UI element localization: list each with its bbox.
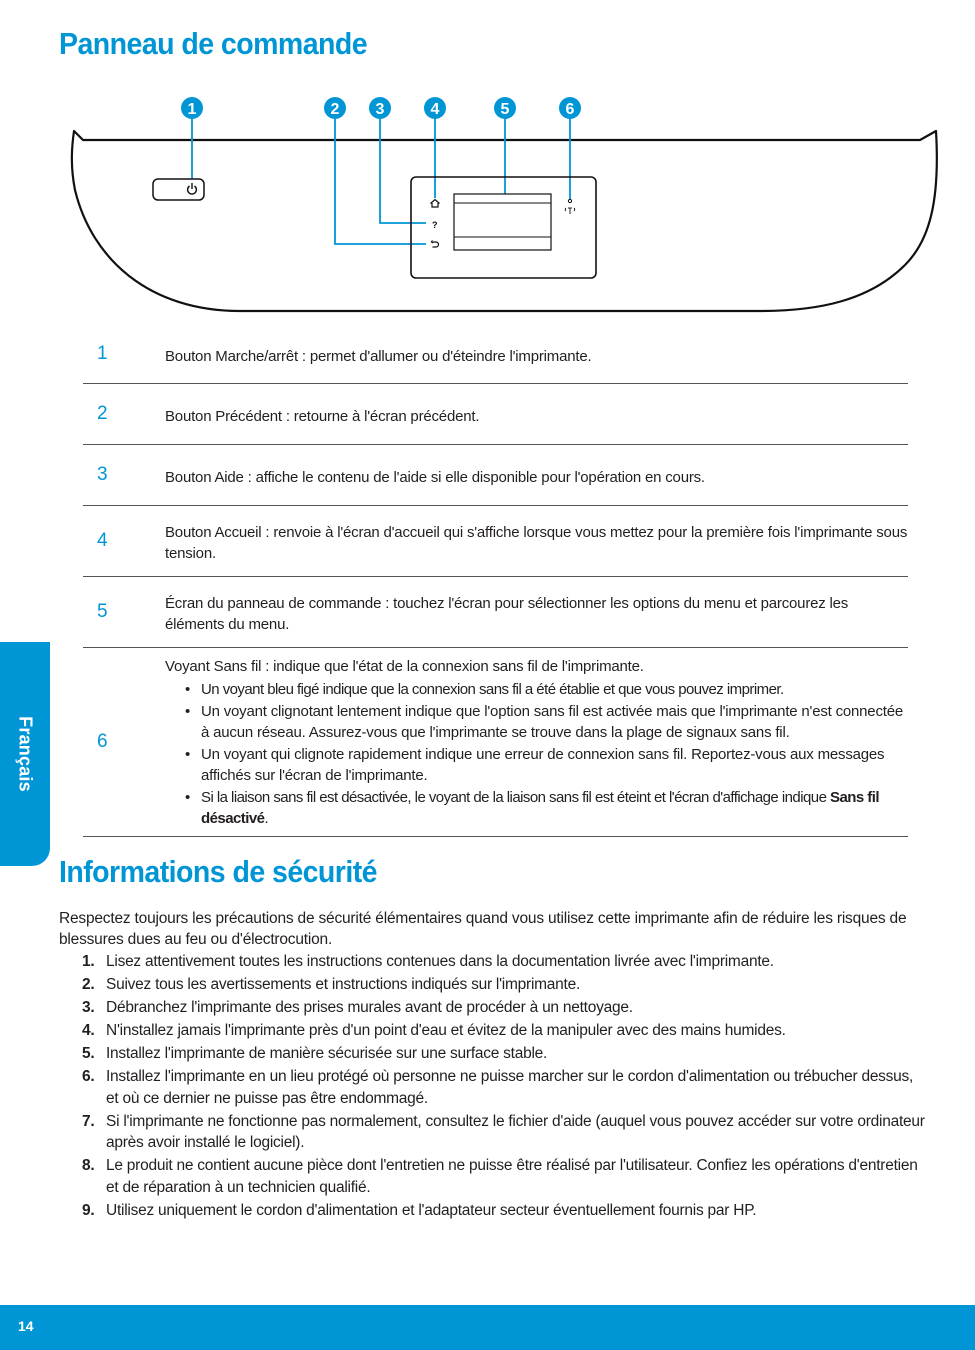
help-icon[interactable]: ? [432, 220, 438, 230]
row-description: Écran du panneau de commande : touchez l'écran pour sélectionner les options du menu et parcourez les éléments du menu. [165, 577, 908, 648]
list-item [59, 951, 929, 973]
table-row [83, 325, 908, 384]
language-tab-label: Français [15, 716, 36, 792]
page-number: 14 [18, 1318, 34, 1334]
section-title-control-panel: Panneau de commande [59, 26, 368, 61]
callout-5 [494, 97, 516, 119]
list-item [59, 997, 929, 1019]
wireless-off-label: Sans fil désactivé [201, 789, 879, 827]
item-text: Débranchez l'imprimante des prises murales avant de procéder à un nettoyage. [106, 999, 633, 1016]
list-item: • Un voyant qui clignote rapidement indique une erreur de connexion sans fil. Reportez-vous aux messages affichés sur l'écran de l'imprimante. [201, 744, 908, 786]
item-number: 9. [82, 1201, 95, 1219]
footer-bar [0, 1305, 975, 1350]
table-row [83, 506, 908, 577]
list-item [59, 1020, 929, 1042]
safety-list [59, 951, 929, 1223]
list-item: • Un voyant clignotant lentement indique que l'option sans fil est activée mais que l'imprimante n'est connectée à aucun réseau. Assurez-vous que l'imprimante se trouve dans la plage de signaux sans fil. [201, 701, 908, 743]
svg-text:3: 3 [375, 101, 385, 118]
row-number: 3 [83, 445, 165, 506]
item-text: Lisez attentivement toutes les instructions contenues dans la documentation livrée avec l'imprimante. [106, 953, 774, 970]
row-number: 4 [83, 506, 165, 577]
list-item [59, 1066, 929, 1109]
callout-6 [559, 97, 581, 119]
list-item [59, 1111, 929, 1154]
callout-2 [324, 97, 346, 119]
row-description: Bouton Marche/arrêt : permet d'allumer ou d'éteindre l'imprimante. [165, 325, 908, 384]
table-row [83, 445, 908, 506]
item-number: 4. [82, 1022, 95, 1039]
svg-text:5: 5 [500, 101, 510, 118]
back-icon[interactable] [432, 241, 439, 248]
item-number: 8. [82, 1157, 95, 1174]
callout-1 [181, 97, 203, 119]
item-text: N'installez jamais l'imprimante près d'un point d'eau et évitez de la manipuler avec des mains humides. [106, 1022, 786, 1039]
wireless-icon[interactable] [565, 208, 575, 214]
section-title-safety: Informations de sécurité [59, 854, 377, 889]
table-row [83, 384, 908, 445]
callout-4 [424, 97, 446, 119]
row-number: 2 [83, 384, 165, 445]
svg-text:4: 4 [430, 101, 440, 118]
row-description: Bouton Accueil : renvoie à l'écran d'accueil qui s'affiche lorsque vous mettez pour la première fois l'imprimante sous tension. [165, 506, 908, 577]
home-icon[interactable] [431, 200, 440, 208]
list-item-end: . [264, 810, 269, 827]
item-text: Utilisez uniquement le cordon d'alimentation et l'adaptateur secteur éventuellement fournis par HP. [106, 1201, 757, 1219]
control-description-table [83, 325, 908, 837]
callout-3 [369, 97, 391, 119]
item-number: 6. [82, 1068, 95, 1085]
item-text: Suivez tous les avertissements et instructions indiqués sur l'imprimante. [106, 976, 581, 993]
list-item [59, 1200, 929, 1222]
item-text: Installez l'imprimante en un lieu protégé où personne ne puisse marcher sur le cordon d'alimentation ou trébucher dessus, et où ce dernier ne puisse pas être endommagé. [106, 1068, 914, 1107]
safety-intro: Respectez toujours les précautions de sécurité élémentaires quand vous utilisez cette imprimante afin de réduire les risques de blessures dues au feu ou d'électrocution. [59, 910, 907, 948]
list-item [59, 974, 929, 996]
table-row [83, 577, 908, 648]
svg-text:6: 6 [565, 101, 575, 118]
control-panel-diagram [0, 90, 975, 320]
svg-text:2: 2 [330, 101, 340, 118]
wireless-status-list [165, 679, 908, 829]
row-description: Bouton Aide : affiche le contenu de l'aide si elle disponible pour l'opération en cours. [165, 445, 908, 506]
item-text: Installez l'imprimante de manière sécurisée sur une surface stable. [106, 1045, 548, 1062]
item-number: 1. [82, 953, 95, 970]
language-tab [0, 642, 50, 866]
row-description: Bouton Précédent : retourne à l'écran précédent. [165, 384, 908, 445]
item-number: 2. [82, 976, 95, 993]
wireless-light-description: Voyant Sans fil : indique que l'état de la connexion sans fil de l'imprimante. [165, 658, 644, 675]
item-text: Le produit ne contient aucune pièce dont l'entretien ne puisse être réalisé par l'utilisateur. Confiez les opérations d'entretien et de réparation à un technicien qualifié. [106, 1157, 918, 1196]
table-row [83, 648, 908, 837]
wireless-light [568, 199, 571, 202]
touch-screen[interactable] [454, 194, 551, 250]
power-button[interactable] [153, 179, 204, 200]
item-number: 7. [82, 1112, 95, 1130]
svg-text:1: 1 [187, 101, 197, 118]
row-number: 6 [83, 648, 165, 837]
row-number: 5 [83, 577, 165, 648]
list-item: • Un voyant bleu figé indique que la connexion sans fil a été établie et que vous pouvez imprimer. [201, 679, 908, 700]
row-description [165, 648, 908, 837]
item-number: 5. [82, 1045, 95, 1062]
item-number: 3. [82, 999, 95, 1016]
list-item-text: Si la liaison sans fil est désactivée, le voyant de la liaison sans fil est éteint et l'écran d'affichage indique [201, 789, 830, 806]
list-item [59, 1155, 929, 1198]
item-text: Si l'imprimante ne fonctionne pas normalement, consultez le fichier d'aide (auquel vous pouvez accéder sur votre ordinateur après avoir installé le logiciel). [106, 1112, 925, 1151]
list-item [59, 1043, 929, 1065]
list-item [201, 787, 908, 829]
row-number: 1 [83, 325, 165, 384]
